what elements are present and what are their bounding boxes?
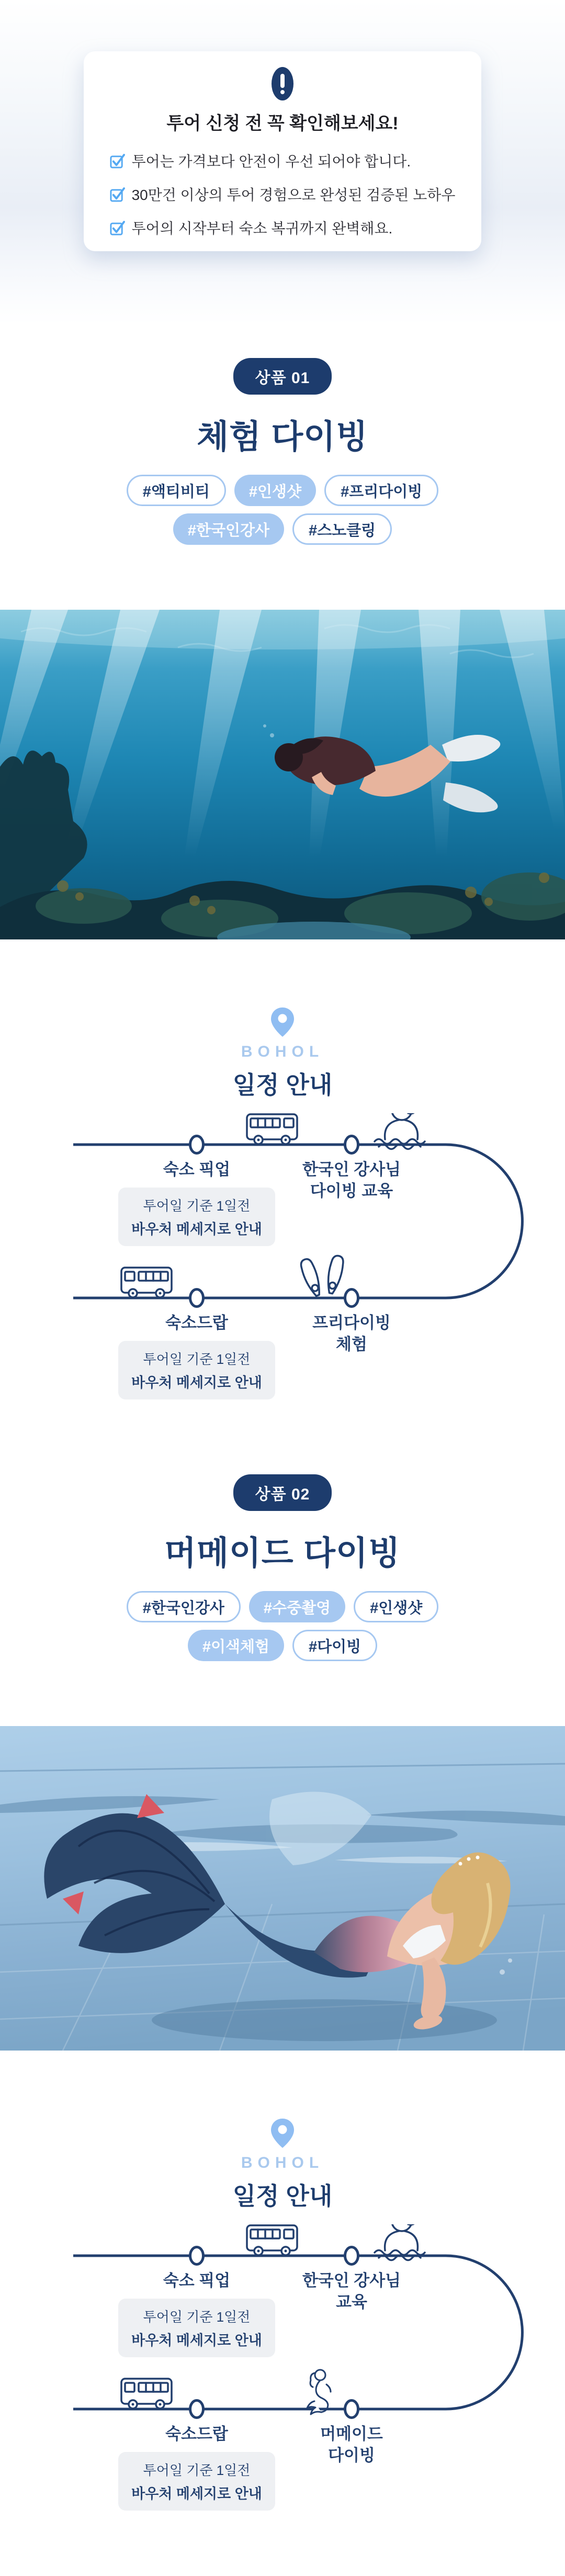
snorkeler-icon bbox=[375, 2224, 425, 2260]
hashtag-pill: #인생샷 bbox=[234, 475, 316, 506]
stop-label-line: 머메이드 bbox=[320, 2425, 383, 2443]
route-node bbox=[190, 1290, 204, 1307]
note-line: 바우처 메세지로 안내 bbox=[131, 1375, 262, 1391]
route-node bbox=[345, 2247, 358, 2265]
stop-label-line: 프리다이빙 bbox=[312, 1314, 391, 1332]
stop-label-line: 다이빙 교육 bbox=[310, 1181, 393, 1200]
hashtag-row bbox=[0, 1630, 565, 1661]
stop-label-line: 다이빙 bbox=[328, 2446, 375, 2465]
map-pin-icon bbox=[270, 1006, 295, 1037]
mermaid-icon bbox=[307, 2370, 331, 2414]
stop-label bbox=[268, 1313, 435, 1356]
product-2-header bbox=[0, 1441, 565, 1726]
snorkeler-icon bbox=[375, 1113, 425, 1149]
product-badge: 상품 01 bbox=[233, 358, 332, 395]
hashtag-group bbox=[0, 475, 565, 545]
route-node bbox=[190, 1136, 204, 1153]
product-title: 체험 다이빙 bbox=[197, 419, 368, 455]
hashtag-pill: #한국인강사 bbox=[173, 513, 284, 545]
stop-label: 숙소드랍 bbox=[165, 2425, 228, 2443]
schedule-heading: 일정 안내 bbox=[232, 1071, 333, 1099]
hashtag-row bbox=[0, 1591, 565, 1622]
hashtag-group bbox=[0, 1591, 565, 1661]
note-box bbox=[118, 1341, 275, 1399]
notice-card bbox=[84, 51, 481, 251]
checklist-item bbox=[110, 217, 456, 238]
note-box bbox=[118, 1188, 275, 1246]
hashtag-pill: #액티비티 bbox=[127, 475, 226, 506]
stop-label-line: 체험 bbox=[336, 1335, 367, 1353]
bus-icon bbox=[247, 2225, 297, 2255]
map-pin-icon bbox=[270, 2118, 295, 2148]
checklist-text: 30만건 이상의 투어 경험으로 완성된 검증된 노하우 bbox=[131, 187, 456, 203]
stop-label-line: 한국인 강사님 bbox=[302, 2271, 401, 2290]
fins-icon bbox=[299, 1255, 345, 1297]
hashtag-pill: #한국인강사 bbox=[127, 1591, 241, 1622]
stop-label: 숙소 픽업 bbox=[163, 1160, 231, 1179]
bus-icon bbox=[121, 1268, 172, 1297]
notice-checklist bbox=[110, 150, 456, 238]
photo-freediving bbox=[0, 610, 565, 939]
route-diagram bbox=[0, 1113, 565, 1422]
hashtag-pill: #프리다이빙 bbox=[324, 475, 438, 506]
hashtag-row bbox=[0, 475, 565, 506]
route-node bbox=[190, 2247, 204, 2265]
checkbox-check-icon bbox=[110, 187, 125, 202]
stop-label: 숙소드랍 bbox=[165, 1314, 228, 1332]
note-line: 투어일 기준 1일전 bbox=[143, 1198, 251, 1214]
checklist-item bbox=[110, 150, 456, 171]
schedule-2-section bbox=[0, 2051, 565, 2576]
location-label: BOHOL bbox=[241, 2154, 324, 2171]
checklist-text: 투어의 시작부터 숙소 복귀까지 완벽해요. bbox=[131, 220, 393, 237]
note-line: 바우처 메세지로 안내 bbox=[131, 1222, 262, 1237]
note-line: 투어일 기준 1일전 bbox=[143, 1351, 251, 1367]
bus-icon bbox=[247, 1114, 297, 1144]
notice-title: 투어 신청 전 꼭 확인해보세요! bbox=[166, 114, 399, 133]
note-line: 바우처 메세지로 안내 bbox=[131, 2486, 262, 2502]
bus-icon bbox=[121, 2379, 172, 2409]
stop-label bbox=[268, 2270, 435, 2313]
hashtag-pill: #인생샷 bbox=[354, 1591, 438, 1622]
stop-label-line: 한국인 강사님 bbox=[302, 1160, 401, 1179]
schedule-1-section bbox=[0, 939, 565, 1441]
note-box bbox=[118, 2299, 275, 2357]
product-1-header bbox=[0, 324, 565, 610]
note-line: 바우처 메세지로 안내 bbox=[131, 2333, 262, 2348]
route-node bbox=[190, 2401, 204, 2418]
route-diagram bbox=[0, 2224, 565, 2533]
checkbox-check-icon bbox=[110, 153, 125, 169]
product-title: 머메이드 다이빙 bbox=[164, 1535, 401, 1572]
pool-scene bbox=[0, 1726, 565, 2051]
hashtag-pill: #다이빙 bbox=[292, 1630, 377, 1661]
stop-label bbox=[268, 1159, 435, 1202]
notice-section bbox=[0, 0, 565, 324]
hashtag-pill: #이색체험 bbox=[188, 1630, 284, 1661]
note-line: 투어일 기준 1일전 bbox=[143, 2309, 251, 2325]
hashtag-row bbox=[0, 513, 565, 545]
hashtag-pill: #스노클링 bbox=[292, 513, 392, 545]
hashtag-pill: #수중촬영 bbox=[249, 1591, 345, 1622]
stop-label bbox=[268, 2424, 435, 2467]
exclamation-icon bbox=[272, 67, 293, 100]
stop-label-line: 교육 bbox=[336, 2292, 367, 2311]
stop-label: 숙소 픽업 bbox=[163, 2271, 231, 2290]
checklist-text: 투어는 가격보다 안전이 우선 되어야 합니다. bbox=[131, 153, 411, 170]
photo-mermaid bbox=[0, 1726, 565, 2051]
checklist-item bbox=[110, 184, 456, 205]
note-line: 투어일 기준 1일전 bbox=[143, 2462, 251, 2478]
route-node bbox=[345, 1136, 358, 1153]
schedule-heading: 일정 안내 bbox=[232, 2182, 333, 2210]
route-node bbox=[345, 1290, 358, 1307]
underwater-scene bbox=[0, 610, 565, 939]
checkbox-check-icon bbox=[110, 220, 125, 236]
location-label: BOHOL bbox=[241, 1043, 324, 1060]
route-node bbox=[345, 2401, 358, 2418]
product-badge: 상품 02 bbox=[233, 1474, 332, 1511]
note-box bbox=[118, 2452, 275, 2511]
